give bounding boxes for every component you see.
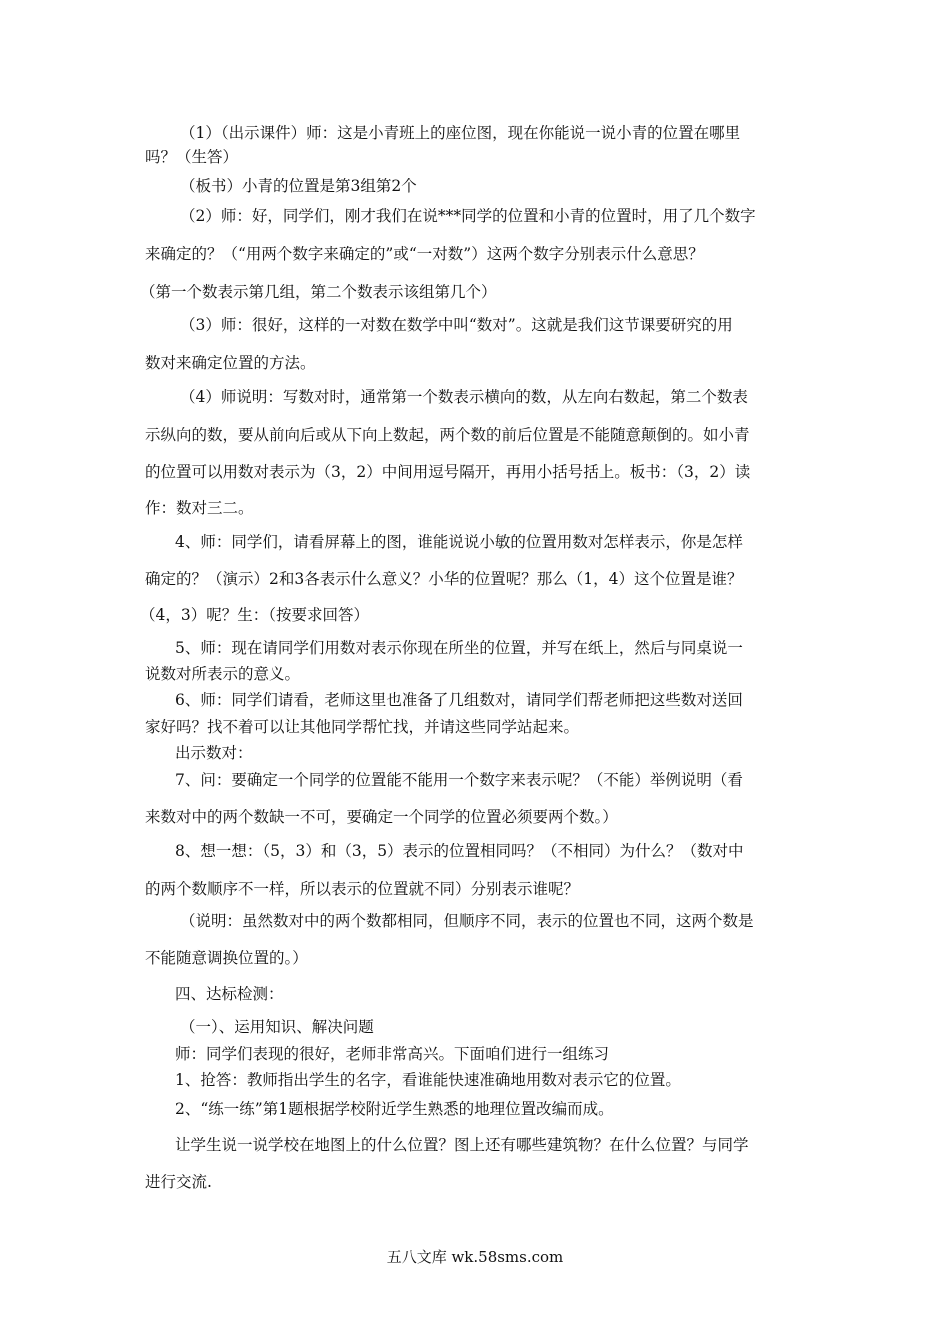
text-line: 不能随意调换位置的。） <box>145 949 308 967</box>
text-line: （4，3）呢？生：（按要求回答） <box>140 606 369 624</box>
text-line: 4、师：同学们，请看屏幕上的图，谁能说说小敏的位置用数对怎样表示，你是怎样 <box>175 533 743 551</box>
text-line: 5、师：现在请同学们用数对表示你现在所坐的位置，并写在纸上，然后与同桌说一 <box>175 639 743 657</box>
text-line: 8、想一想：（5，3）和（3，5）表示的位置相同吗？（不相同）为什么？（数对中 <box>175 842 744 860</box>
text-line: （一）、运用知识、解决问题 <box>180 1018 374 1036</box>
text-line: 数对来确定位置的方法。 <box>145 354 316 372</box>
text-line: （2）师：好，同学们，刚才我们在说***同学的位置和小青的位置时，用了几个数字 <box>180 207 756 225</box>
text-line: 的两个数顺序不一样，所以表示的位置就不同）分别表示谁呢？ <box>145 880 580 898</box>
text-line: （说明：虽然数对中的两个数都相同，但顺序不同，表示的位置也不同，这两个数是 <box>180 912 754 930</box>
text-line: 吗？（生答） <box>145 148 239 166</box>
text-line: （板书）小青的位置是第3组第2个 <box>180 177 417 195</box>
text-line: 四、达标检测： <box>175 985 284 1003</box>
text-line: 7、问：要确定一个同学的位置能不能用一个数字来表示呢？（不能）举例说明（看 <box>175 771 743 789</box>
page-footer: 五八文库 wk.58sms.com <box>386 1248 564 1266</box>
text-line: 出示数对： <box>175 744 253 762</box>
text-line: 来确定的？（“用两个数字来确定的”或“一对数”）这两个数字分别表示什么意思？ <box>145 245 704 263</box>
text-line: （4）师说明：写数对时，通常第一个数表示横向的数，从左向右数起，第二个数表 <box>180 388 748 406</box>
text-line: 6、师：同学们请看，老师这里也准备了几组数对，请同学们帮老师把这些数对送回 <box>175 691 743 709</box>
text-line: 2、“练一练”第1题根据学校附近学生熟悉的地理位置改编而成。 <box>175 1100 614 1118</box>
text-line: 来数对中的两个数缺一不可，要确定一个同学的位置必须要两个数。） <box>145 808 618 826</box>
text-line: （3）师：很好，这样的一对数在数学中叫“数对”。这就是我们这节课要研究的用 <box>180 316 733 334</box>
text-line: 家好吗？找不着可以让其他同学帮忙找，并请这些同学站起来。 <box>145 718 580 736</box>
text-line: 作：数对三二。 <box>145 499 254 517</box>
text-line: （第一个数表示第几组，第二个数表示该组第几个） <box>140 283 497 301</box>
text-line: 进行交流. <box>145 1173 212 1191</box>
text-line: 确定的？（演示）2和3各表示什么意义？小华的位置呢？那么（1，4）这个位置是谁？ <box>145 570 743 588</box>
text-line: 说数对所表示的意义。 <box>145 665 301 683</box>
text-line: 师：同学们表现的很好，老师非常高兴。下面咱们进行一组练习 <box>175 1045 610 1063</box>
text-line: 示纵向的数，要从前向后或从下向上数起，两个数的前后位置是不能随意颠倒的。如小青 <box>145 426 750 444</box>
text-line: 1、抢答：教师指出学生的名字，看谁能快速准确地用数对表示它的位置。 <box>175 1071 681 1089</box>
text-line: 让学生说一说学校在地图上的什么位置？图上还有哪些建筑物？在什么位置？与同学 <box>175 1136 749 1154</box>
text-line: （1）（出示课件）师：这是小青班上的座位图，现在你能说一说小青的位置在哪里 <box>180 124 741 142</box>
text-line: 的位置可以用数对表示为（3，2）中间用逗号隔开，再用小括号括上。板书：（3，2）读 <box>145 463 751 481</box>
